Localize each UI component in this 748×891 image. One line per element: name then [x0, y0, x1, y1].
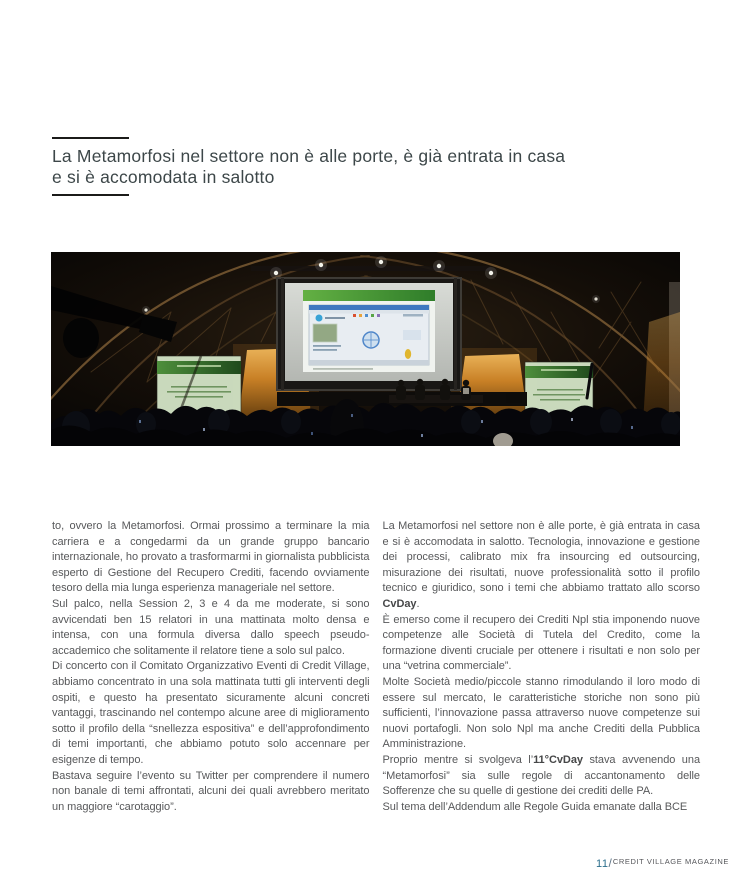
magazine-name: CREDIT VILLAGE MAGAZINE — [612, 857, 729, 866]
side-screen-left — [157, 356, 241, 414]
footer-separator: / — [608, 856, 612, 870]
page-title: La Metamorfosi nel settore non è alle porte, è già entrata in casa e si è accomodata in salotto — [52, 146, 566, 187]
page-footer — [596, 854, 729, 872]
paragraph: Bastava seguire l’evento su Twitter per comprendere il numero non banale di temi affrontati, alcuni dei quali avrebbero meritato un maggiore “carotaggio”. — [52, 769, 370, 813]
main-screen — [277, 278, 461, 390]
article-column-right — [383, 519, 701, 815]
headline-block — [52, 137, 592, 196]
paragraph: Proprio mentre si svolgeva l’11°CvDay stava avvenendo una “Metamorfosi” sia sulle regole di accantonamento delle Sofferenze che su quelle di gestione dei crediti delle PA. — [382, 753, 701, 798]
paragraph: Molte Società medio/piccole stanno rimodulando il loro modo di essere sul mercato, le caratteristiche storiche non sono più sufficienti, l’innovazione passa attraverso nuove competenze sui nuovi portafogli. Non solo Npl ma anche Crediti della Pubblica Amministrazione. — [382, 675, 700, 751]
paragraph: È emerso come il recupero dei Crediti Npl stia imponendo nuove competenze alle Società di Tutela del Credito, come la formazione diventi cruciale per ottenere i risultati e non solo per una “vetrina commerciale”. — [382, 613, 700, 673]
paragraph: La Metamorfosi nel settore non è alle porte, è già entrata in casa e si è accomodata in salotto. Tecnologia, innovazione e gestione dei processi, calibrato mix fra insourcing ed outsourcing, misurazione dei risultati, nuove professionalità sotto il profilo tecnico e giuridico, sono i temi che abbiamo trattato allo scorso CvDay. — [382, 520, 700, 610]
page-number: 11 — [596, 858, 609, 870]
slide-green-header — [303, 290, 435, 301]
conference-photo — [51, 252, 680, 446]
headline-rule-bottom — [52, 194, 129, 196]
paragraph: Sul palco, nella Session 2, 3 e 4 da me moderate, si sono avvicendati ben 15 relatori in una mattinata molto densa e intensa, con una formula diversa dallo speech pseudo-accademico che solitamente il relatore tiene a solo sul palco. — [52, 597, 370, 657]
headline-rule-top — [52, 137, 129, 139]
paragraph: to, ovvero la Metamorfosi. Ormai prossimo a terminare la mia carriera e a congedarmi da un grande gruppo bancario internazionale, ho provato a trasformarmi in giornalista pubblicista esperto di Gestione del Recupero Crediti, facendo ovviamente tesoro della mia lunga esperienza manageriale nel settore. — [52, 520, 370, 595]
article-column-left — [52, 519, 370, 815]
paragraph: Di concerto con il Comitato Organizzativo Eventi di Credit Village, abbiamo concentrato in una sola mattinata tutti gli interventi degli ospiti, e questo ha presentato sicuramente alcuni concreti vantaggi, trascinando nel contempo alcune aree di miglioramento sotto il profilo della “snellezza espositiva” e dell’approfondimento di temi importanti, che abbiamo potuto solo accennare per esigenze di tempo. — [52, 660, 370, 766]
paragraph: Sul tema dell’Addendum alle Regole Guida emanate dalla BCE — [382, 800, 688, 813]
article-body — [52, 519, 700, 815]
projected-browser-window — [309, 305, 429, 365]
